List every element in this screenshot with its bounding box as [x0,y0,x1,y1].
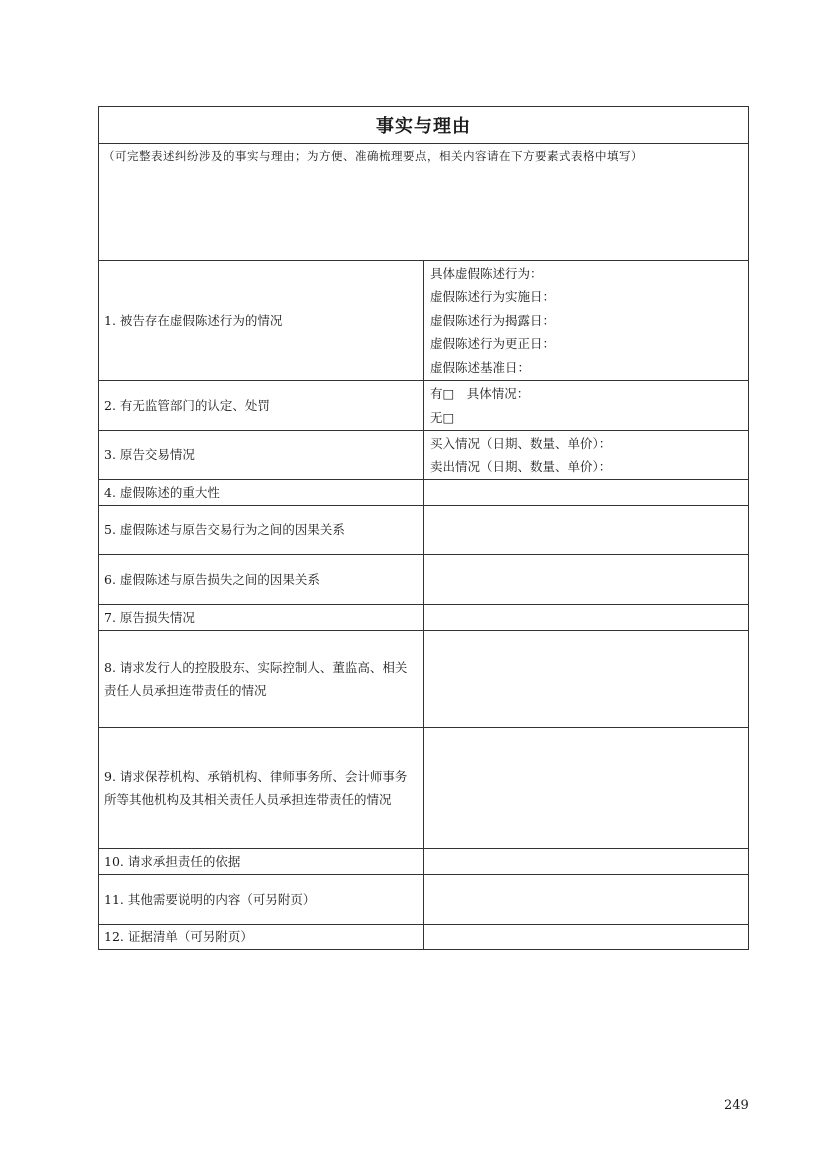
content-line: 虚假陈述基准日： [430,359,531,375]
row-content[interactable] [424,925,749,950]
form-row [99,728,749,849]
row-content[interactable] [424,506,749,555]
row-content[interactable] [424,875,749,925]
row-label: 10. 请求承担责任的依据 [99,849,424,875]
content-line: 虚假陈述行为揭露日： [430,312,556,328]
row-content[interactable] [424,480,749,506]
page-number: 249 [724,1098,749,1113]
content-line: 具体虚假陈述行为： [430,265,543,281]
row-label: 5. 虚假陈述与原告交易行为之间的因果关系 [99,506,424,555]
content-line: 虚假陈述行为更正日： [430,336,556,352]
content-line: 有□ 具体情况： [430,386,530,401]
row-label: 4. 虚假陈述的重大性 [99,480,424,506]
row-content[interactable] [424,261,749,381]
row-content[interactable] [424,555,749,605]
row-label: 11. 其他需要说明的内容（可另附页） [99,875,424,925]
form-row [99,261,749,381]
row-content[interactable] [424,849,749,875]
content-line: 无□ [430,409,455,425]
row-content[interactable] [424,728,749,849]
row-content[interactable] [424,431,749,480]
form-row [99,506,749,555]
form-row [99,631,749,728]
form-row [99,849,749,875]
row-label: 7. 原告损失情况 [99,605,424,631]
row-label: 2. 有无监管部门的认定、处罚 [99,381,424,431]
form-row [99,555,749,605]
form-row [99,875,749,925]
intro-row [99,144,749,261]
form-title: 事实与理由 [99,107,749,144]
facts-and-reasons-form [98,106,749,950]
row-content[interactable] [424,631,749,728]
content-line: 买入情况（日期、数量、单价）： [430,435,612,451]
row-content[interactable] [424,605,749,631]
row-label: 3. 原告交易情况 [99,431,424,480]
form-row [99,480,749,506]
row-label: 1. 被告存在虚假陈述行为的情况 [99,261,424,381]
row-label: 12. 证据清单（可另附页） [99,925,424,950]
row-label: 9. 请求保荐机构、承销机构、律师事务所、会计师事务所等其他机构及其相关责任人员承担连带责任的情况 [99,728,424,849]
title-row [99,107,749,144]
content-line: 虚假陈述行为实施日： [430,289,556,305]
content-line: 卖出情况（日期、数量、单价）： [430,459,612,474]
row-label: 6. 虚假陈述与原告损失之间的因果关系 [99,555,424,605]
intro-text: （可完整表述纠纷涉及的事实与理由；为方便、准确梳理要点，相关内容请在下方要素式表格中填写） [99,144,749,261]
form-row [99,381,749,431]
form-row [99,431,749,480]
row-label: 8. 请求发行人的控股股东、实际控制人、董监高、相关责任人员承担连带责任的情况 [99,631,424,728]
form-row [99,925,749,950]
row-content[interactable] [424,381,749,431]
form-row [99,605,749,631]
